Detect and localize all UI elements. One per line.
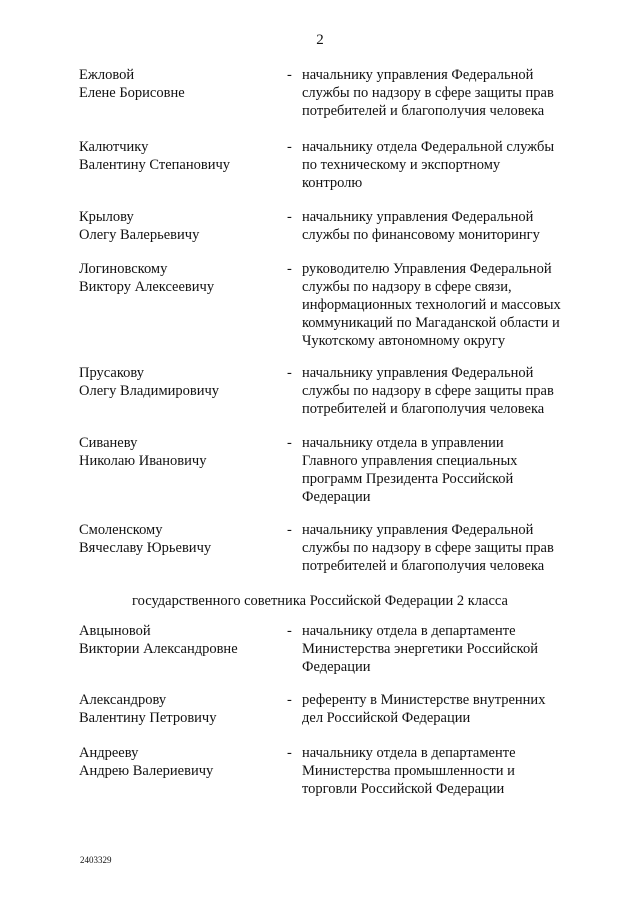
- position-line: торговли Российской Федерации: [302, 781, 505, 797]
- list-item: [0, 138, 640, 191]
- surname: Логиновскому: [79, 261, 168, 277]
- position-line: референту в Министерстве внутренних: [302, 692, 546, 708]
- position-line: потребителей и благополучия человека: [302, 401, 545, 417]
- document-code: 2403329: [80, 855, 112, 865]
- position-text: [302, 138, 587, 192]
- separator-dash: -: [287, 692, 292, 708]
- given-names: Валентину Степановичу: [79, 157, 231, 173]
- position-line: дел Российской Федерации: [302, 710, 471, 726]
- surname: Сиваневу: [79, 435, 138, 451]
- given-names: Олегу Валерьевичу: [79, 227, 200, 243]
- position-line: службы по надзору в сфере связи,: [302, 279, 512, 295]
- person-name: [79, 744, 279, 780]
- position-text: [302, 260, 587, 350]
- surname: Авцыновой: [79, 623, 151, 639]
- given-names: Николаю Ивановичу: [79, 453, 207, 469]
- separator-dash: -: [287, 623, 292, 639]
- person-name: [79, 364, 279, 400]
- given-names: Вячеславу Юрьевичу: [79, 540, 212, 556]
- section-heading: государственного советника Российской Федерации 2 класса: [132, 593, 508, 609]
- list-item: [0, 260, 640, 349]
- separator-dash: -: [287, 435, 292, 451]
- position-line: начальнику отдела в департаменте: [302, 623, 516, 639]
- position-line: Федерации: [302, 489, 371, 505]
- surname: Андрееву: [79, 745, 139, 761]
- person-name: [79, 138, 279, 174]
- surname: Калютчику: [79, 139, 149, 155]
- position-line: начальнику отдела Федеральной службы: [302, 139, 555, 155]
- position-line: начальнику отдела в управлении: [302, 435, 504, 451]
- person-name: [79, 208, 279, 244]
- position-line: службы по надзору в сфере защиты прав: [302, 85, 554, 101]
- person-name: [79, 691, 279, 727]
- list-item: [0, 66, 640, 119]
- position-text: [302, 434, 587, 506]
- position-line: службы по надзору в сфере защиты прав: [302, 540, 554, 556]
- separator-dash: -: [287, 261, 292, 277]
- surname: Прусакову: [79, 365, 144, 381]
- list-item: [0, 744, 640, 797]
- position-line: информационных технологий и массовых: [302, 297, 561, 313]
- person-name: [79, 66, 279, 102]
- position-line: Главного управления специальных: [302, 453, 518, 469]
- separator-dash: -: [287, 745, 292, 761]
- position-line: коммуникаций по Магаданской области и: [302, 315, 560, 331]
- position-line: Министерства энергетики Российской: [302, 641, 538, 657]
- given-names: Валентину Петровичу: [79, 710, 217, 726]
- position-line: начальнику управления Федеральной: [302, 67, 534, 83]
- person-name: [79, 622, 279, 658]
- position-text: [302, 208, 587, 244]
- position-text: [302, 691, 587, 727]
- position-text: [302, 744, 587, 798]
- person-name: [79, 434, 279, 470]
- surname: Александрову: [79, 692, 167, 708]
- given-names: Елене Борисовне: [79, 85, 185, 101]
- position-line: потребителей и благополучия человека: [302, 103, 545, 119]
- given-names: Андрею Валериевичу: [79, 763, 214, 779]
- list-item: [0, 434, 640, 505]
- position-line: Чукотскому автономному округу: [302, 333, 506, 349]
- separator-dash: -: [287, 67, 292, 83]
- position-text: [302, 521, 587, 575]
- list-item: [0, 622, 640, 675]
- list-item: [0, 521, 640, 574]
- list-item: [0, 208, 640, 243]
- surname: Ежловой: [79, 67, 135, 83]
- list-item: [0, 691, 640, 726]
- person-name: [79, 521, 279, 557]
- list-item: [0, 364, 640, 417]
- position-line: Федерации: [302, 659, 371, 675]
- position-line: руководителю Управления Федеральной: [302, 261, 552, 277]
- position-line: службы по финансовому мониторингу: [302, 227, 540, 243]
- position-text: [302, 66, 587, 120]
- surname: Крылову: [79, 209, 134, 225]
- position-line: программ Президента Российской: [302, 471, 514, 487]
- separator-dash: -: [287, 139, 292, 155]
- position-line: службы по надзору в сфере защиты прав: [302, 383, 554, 399]
- separator-dash: -: [287, 209, 292, 225]
- person-name: [79, 260, 279, 296]
- page-number: 2: [316, 32, 324, 48]
- separator-dash: -: [287, 365, 292, 381]
- separator-dash: -: [287, 522, 292, 538]
- position-line: потребителей и благополучия человека: [302, 558, 545, 574]
- position-text: [302, 622, 587, 676]
- given-names: Виктории Александровне: [79, 641, 238, 657]
- given-names: Виктору Алексеевичу: [79, 279, 215, 295]
- position-line: по техническому и экспортному: [302, 157, 501, 173]
- position-line: начальнику отдела в департаменте: [302, 745, 516, 761]
- surname: Смоленскому: [79, 522, 163, 538]
- position-line: начальнику управления Федеральной: [302, 365, 534, 381]
- given-names: Олегу Владимировичу: [79, 383, 220, 399]
- position-line: контролю: [302, 175, 363, 191]
- position-line: Министерства промышленности и: [302, 763, 515, 779]
- position-line: начальнику управления Федеральной: [302, 522, 534, 538]
- position-line: начальнику управления Федеральной: [302, 209, 534, 225]
- position-text: [302, 364, 587, 418]
